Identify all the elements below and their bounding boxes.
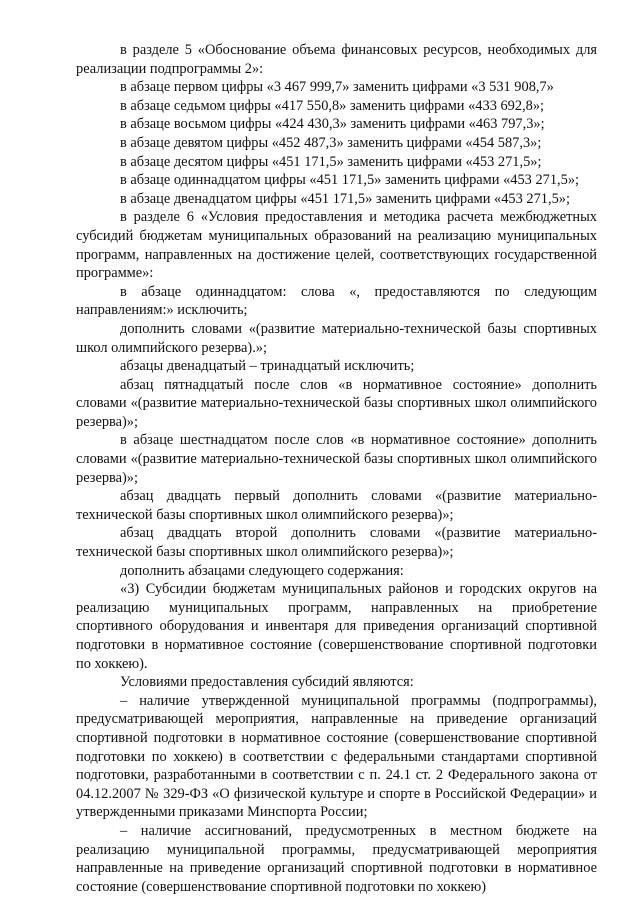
paragraph: в абзаце одиннадцатом: слова «, предоставляются по следующим направлениям:» исключить; — [76, 283, 597, 319]
paragraph: абзац двадцать второй дополнить словами «(развитие материально-технической базы спортивных школ олимпийского резерва)»; — [76, 525, 597, 561]
paragraph: – наличие ассигнований, предусмотренных в местном бюджете на реализацию муниципальной программы, предусматривающей мероприятия направленные на приведение организаций спортивной подготовки в нормативное состояние (совершенствование спортивной подготовки по хоккею) — [76, 822, 597, 895]
paragraph: дополнить словами «(развитие материально-технической базы спортивных школ олимпийского резерва).»; — [76, 320, 597, 356]
paragraph: абзацы двенадцатый – тринадцатый исключить; — [120, 358, 415, 375]
document-body — [76, 41, 597, 896]
paragraph: в разделе 5 «Обоснование объема финансовых ресурсов, необходимых для реализации подпрограммы 2»: — [76, 42, 597, 77]
paragraph: в абзаце двенадцатом цифры «451 171,5» заменить цифрами «453 271,5»; — [120, 190, 570, 207]
paragraph: в абзаце восьмом цифры «424 430,3» заменить цифрами «463 797,3»; — [120, 116, 545, 133]
paragraph: – наличие утвержденной муниципальной программы (подпрограммы), предусматривающей мероприятия, направленные на приведение организаций спортивной подготовки в нормативное состояние (совершенствование спортивной подготовки по хоккею) в соответствии с федеральными стандартами спортивной подготовки, разработанными в соответствии с п. 24.1 ст. 2 Федерального закона от 04.12.2007 № 329-ФЗ «О физической культуре и спорте в Российской Федерации» и утвержденными приказами Минспорта России; — [76, 692, 597, 821]
paragraph: Условиями предоставления субсидий являются: — [120, 674, 414, 691]
paragraph: в абзаце девятом цифры «452 487,3» заменить цифрами «454 587,3»; — [120, 134, 542, 151]
paragraph: абзац двадцать первый дополнить словами «(развитие материально-технической базы спортивных школ олимпийского резерва)»; — [76, 488, 597, 523]
paragraph: в абзаце одиннадцатом цифры «451 171,5» заменить цифрами «453 271,5»; — [120, 172, 580, 189]
paragraph: дополнить абзацами следующего содержания: — [120, 562, 404, 579]
paragraph: в абзаце первом цифры «3 467 999,7» заменить цифрами «3 531 908,7» — [120, 79, 554, 96]
paragraph: в абзаце десятом цифры «451 171,5» заменить цифрами «453 271,5»; — [120, 153, 542, 170]
paragraph: в абзаце седьмом цифры «417 550,8» заменить цифрами «433 692,8»; — [120, 97, 545, 114]
paragraph: в абзаце шестнадцатом после слов «в нормативное состояние» дополнить словами «(развитие материально-технической базы спортивных школ олимпийского резерва)»; — [76, 432, 597, 486]
paragraph: в разделе 6 «Условия предоставления и методика расчета межбюджетных субсидий бюджетам муниципальных образований на реализацию муниципальных программ, направленных на достижение целей, соответствующих государственной программе»: — [76, 209, 597, 282]
paragraph: «3) Субсидии бюджетам муниципальных районов и городских округов на реализацию муниципальных программ, направленных на приобретение спортивного оборудования и инвентаря для приведения организаций спортивной подготовки в нормативное состояние (совершенствование спортивной подготовки по хоккею). — [76, 581, 597, 672]
paragraph: абзац пятнадцатый после слов «в нормативное состояние» дополнить словами «(развитие материально-технической базы спортивных школ олимпийского резерва)»; — [76, 376, 597, 430]
